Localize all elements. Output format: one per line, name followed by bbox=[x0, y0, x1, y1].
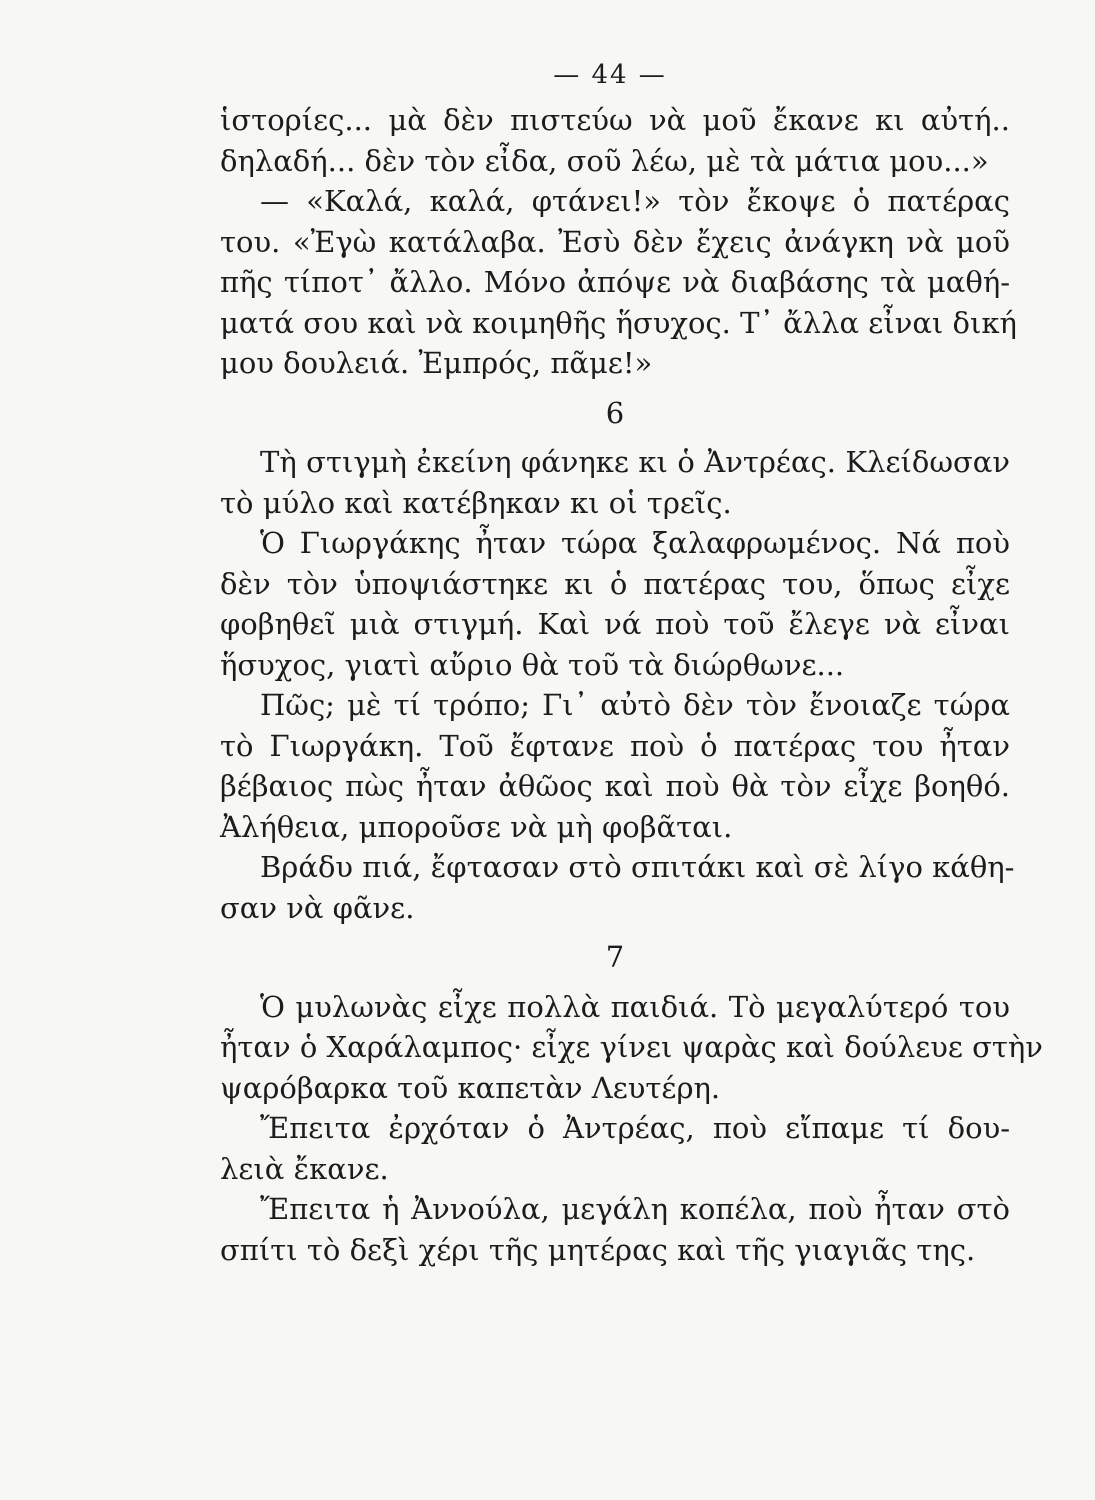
text-line: Ἀλήθεια, μποροῦσε νὰ μὴ φοβᾶται. bbox=[220, 809, 733, 844]
text-line: σαν νὰ φᾶνε. bbox=[220, 890, 415, 925]
text-line: φοβηθεῖ μιὰ στιγμή. Καὶ νά ποὺ τοῦ ἔλεγε νὰ εἶναι bbox=[220, 607, 1010, 641]
paragraph bbox=[220, 523, 1010, 685]
text-line: τὸ μύλο καὶ κατέβηκαν κι οἱ τρεῖς. bbox=[220, 485, 732, 520]
paragraph bbox=[220, 685, 1010, 847]
text-line: ματά σου καὶ νὰ κοιμηθῆς ἥσυχος. Τ᾽ ἄλλα εἶναι δική bbox=[220, 305, 1017, 340]
paragraph bbox=[220, 100, 1010, 181]
text-line: ψαρόβαρκα τοῦ καπετὰν Λευτέρη. bbox=[220, 1070, 721, 1105]
section-number: 7 bbox=[605, 940, 625, 974]
text-line: Πῶς; μὲ τί τρόπο; Γι᾽ αὐτὸ δὲν τὸν ἔνοιαζε τώρα bbox=[260, 688, 1010, 722]
text-line: πῆς τίποτ᾽ ἄλλο. Μόνο ἀπόψε νὰ διαβάσης τὰ μαθή- bbox=[220, 265, 1010, 299]
paragraph bbox=[220, 847, 1015, 928]
text-line: Τὴ στιγμὴ ἐκείνη φάνηκε κι ὁ Ἀντρέας. Κλείδωσαν bbox=[260, 445, 1010, 479]
text-line: τὸ Γιωργάκη. Τοῦ ἔφτανε ποὺ ὁ πατέρας του ἦταν bbox=[220, 728, 1010, 763]
text-line: δὲν τὸν ὑποψιάστηκε κι ὁ πατέρας του, ὅπως εἶχε bbox=[220, 566, 1010, 601]
paragraph bbox=[220, 987, 1043, 1109]
page-number: — 44 — bbox=[553, 60, 667, 90]
text-line: ἥσυχος, γιατὶ αὔριο θὰ τοῦ τὰ διώρθωνε... bbox=[220, 647, 845, 682]
text-line: Ἔπειτα ἐρχόταν ὁ Ἀντρέας, ποὺ εἴπαμε τί δου- bbox=[260, 1111, 1010, 1145]
text-line: σπίτι τὸ δεξὶ χέρι τῆς μητέρας καὶ τῆς γιαγιᾶς της. bbox=[220, 1232, 976, 1267]
text-line: ἱστορίες... μὰ δὲν πιστεύω νὰ μοῦ ἔκανε κι αὐτή.. bbox=[220, 103, 1010, 137]
paragraph bbox=[220, 181, 1017, 384]
paragraph bbox=[220, 442, 1010, 523]
text-line: Ἔπειτα ἡ Ἀννούλα, μεγάλη κοπέλα, ποὺ ἦταν στὸ bbox=[260, 1192, 1010, 1226]
page-text bbox=[220, 100, 1043, 1270]
text-line: Βράδυ πιά, ἔφτασαν στὸ σπιτάκι καὶ σὲ λίγο κάθη- bbox=[260, 850, 1015, 884]
text-line: ἦταν ὁ Χαράλαμπος· εἶχε γίνει ψαρὰς καὶ δούλευε στὴν bbox=[220, 1030, 1043, 1064]
paragraph bbox=[220, 1108, 1010, 1189]
section-number: 6 bbox=[605, 395, 625, 430]
text-line: Ὁ μυλωνὰς εἶχε πολλὰ παιδιά. Τὸ μεγαλύτερό του bbox=[260, 989, 1010, 1024]
text-line: — «Καλά, καλά, φτάνει!» τὸν ἔκοψε ὁ πατέρας bbox=[260, 184, 1010, 218]
text-line: λειὰ ἔκανε. bbox=[220, 1151, 389, 1186]
text-line: μου δουλειά. Ἐμπρός, πᾶμε!» bbox=[220, 346, 653, 380]
text-line: του. «Ἐγὼ κατάλαβα. Ἐσὺ δὲν ἔχεις ἀνάγκη νὰ μοῦ bbox=[220, 224, 1010, 259]
paragraph bbox=[220, 1189, 1010, 1270]
text-line: δηλαδή... δὲν τὸν εἶδα, σοῦ λέω, μὲ τὰ μάτια μου...» bbox=[220, 143, 989, 178]
text-line: βέβαιος πὼς ἦταν ἀθῶος καὶ ποὺ θὰ τὸν εἶχε βοηθό. bbox=[220, 769, 1010, 803]
text-line: Ὁ Γιωργάκης ἦταν τώρα ξαλαφρωμένος. Νά ποὺ bbox=[260, 526, 1010, 560]
